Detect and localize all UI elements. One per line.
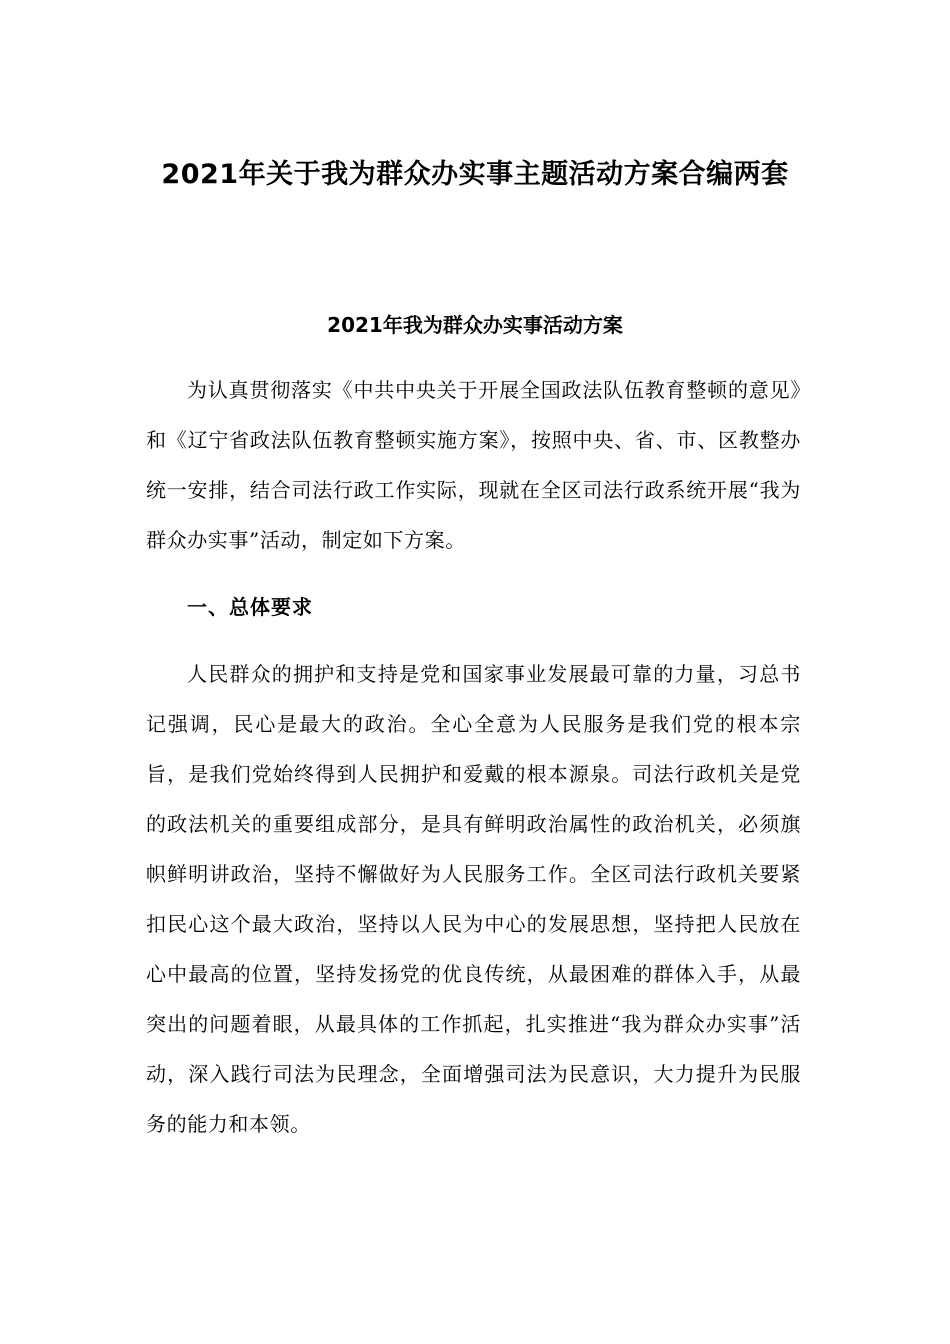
section-heading: 一、总体要求 <box>187 595 313 619</box>
page-title: 2021年关于我为群众办实事主题活动方案合编两套 <box>161 159 789 190</box>
body-paragraph: 人民群众的拥护和支持是党和国家事业发展最可靠的力量，习总书记强调，民心是最大的政治。全心全意为人民服务是我们党的根本宗旨，是我们党始终得到人民拥护和爱戴的根本源泉。司法行政机关是党的政法机关的重要组成部分，是具有鲜明政治属性的政治机关，必须旗帜鲜明讲政治，坚持不懈做好为人民服务工作。全区司法行政机关要紧扣民心这个最大政治，坚持以人民为中心的发展思想，坚持把人民放在心中最高的位置，坚持发扬党的优良传统，从最困难的群体入手，从最突出的问题着眼，从最具体的工作抓起，扎实推进“我为群众办实事”活动，深入践行司法为民理念，全面增强司法为民意识，大力提升为民服务的能力和本领。 <box>146 662 801 1136</box>
intro-paragraph: 为认真贯彻落实《中共中央关于开展全国政法队伍教育整顿的意见》和《辽宁省政法队伍教育整顿实施方案》，按照中央、省、市、区教整办统一安排，结合司法行政工作实际，现就在全区司法行政系统开展“我为群众办实事”活动，制定如下方案。 <box>146 378 801 552</box>
document-subtitle: 2021年我为群众办实事活动方案 <box>327 313 623 337</box>
